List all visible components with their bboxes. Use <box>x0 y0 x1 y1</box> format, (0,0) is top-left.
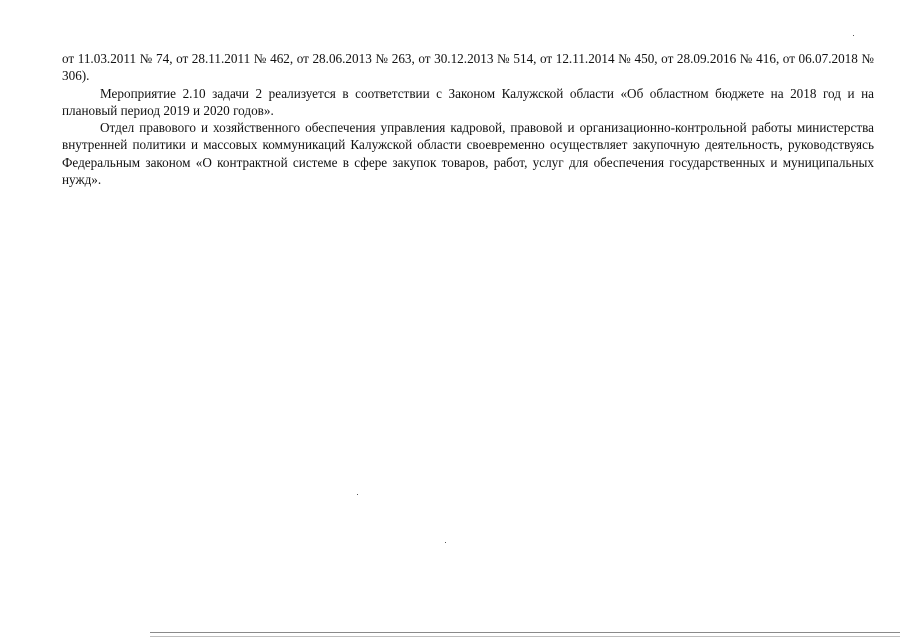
page-bottom-rule-shadow <box>150 636 900 637</box>
paragraph-continuation: от 11.03.2011 № 74, от 28.11.2011 № 462, от 28.06.2013 № 263, от 30.12.2013 № 514, от 12.11.2014 № 450, от 28.09.2016 № 416, от 06.07.2018 № 306). <box>62 51 874 84</box>
paragraph-measure-2-10: Мероприятие 2.10 задачи 2 реализуется в соответствии с Законом Калужской области «Об областном бюджете на 2018 год и на плановый период 2019 и 2020 годов». <box>62 85 874 118</box>
document-body <box>62 50 874 188</box>
paragraph-legal-department: Отдел правового и хозяйственного обеспечения управления кадровой, правовой и организационно-контрольной работы министерства внутренней политики и массовых коммуникаций Калужской области своевременно осуществляет закупочную деятельность, руководствуясь Федеральным законом «О контрактной системе в сфере закупок товаров, работ, услуг для обеспечения государственных и муниципальных нужд». <box>62 120 874 188</box>
scan-speck <box>853 35 854 36</box>
scan-speck <box>357 494 358 495</box>
page-bottom-rule <box>150 632 900 633</box>
scan-speck <box>445 542 446 543</box>
